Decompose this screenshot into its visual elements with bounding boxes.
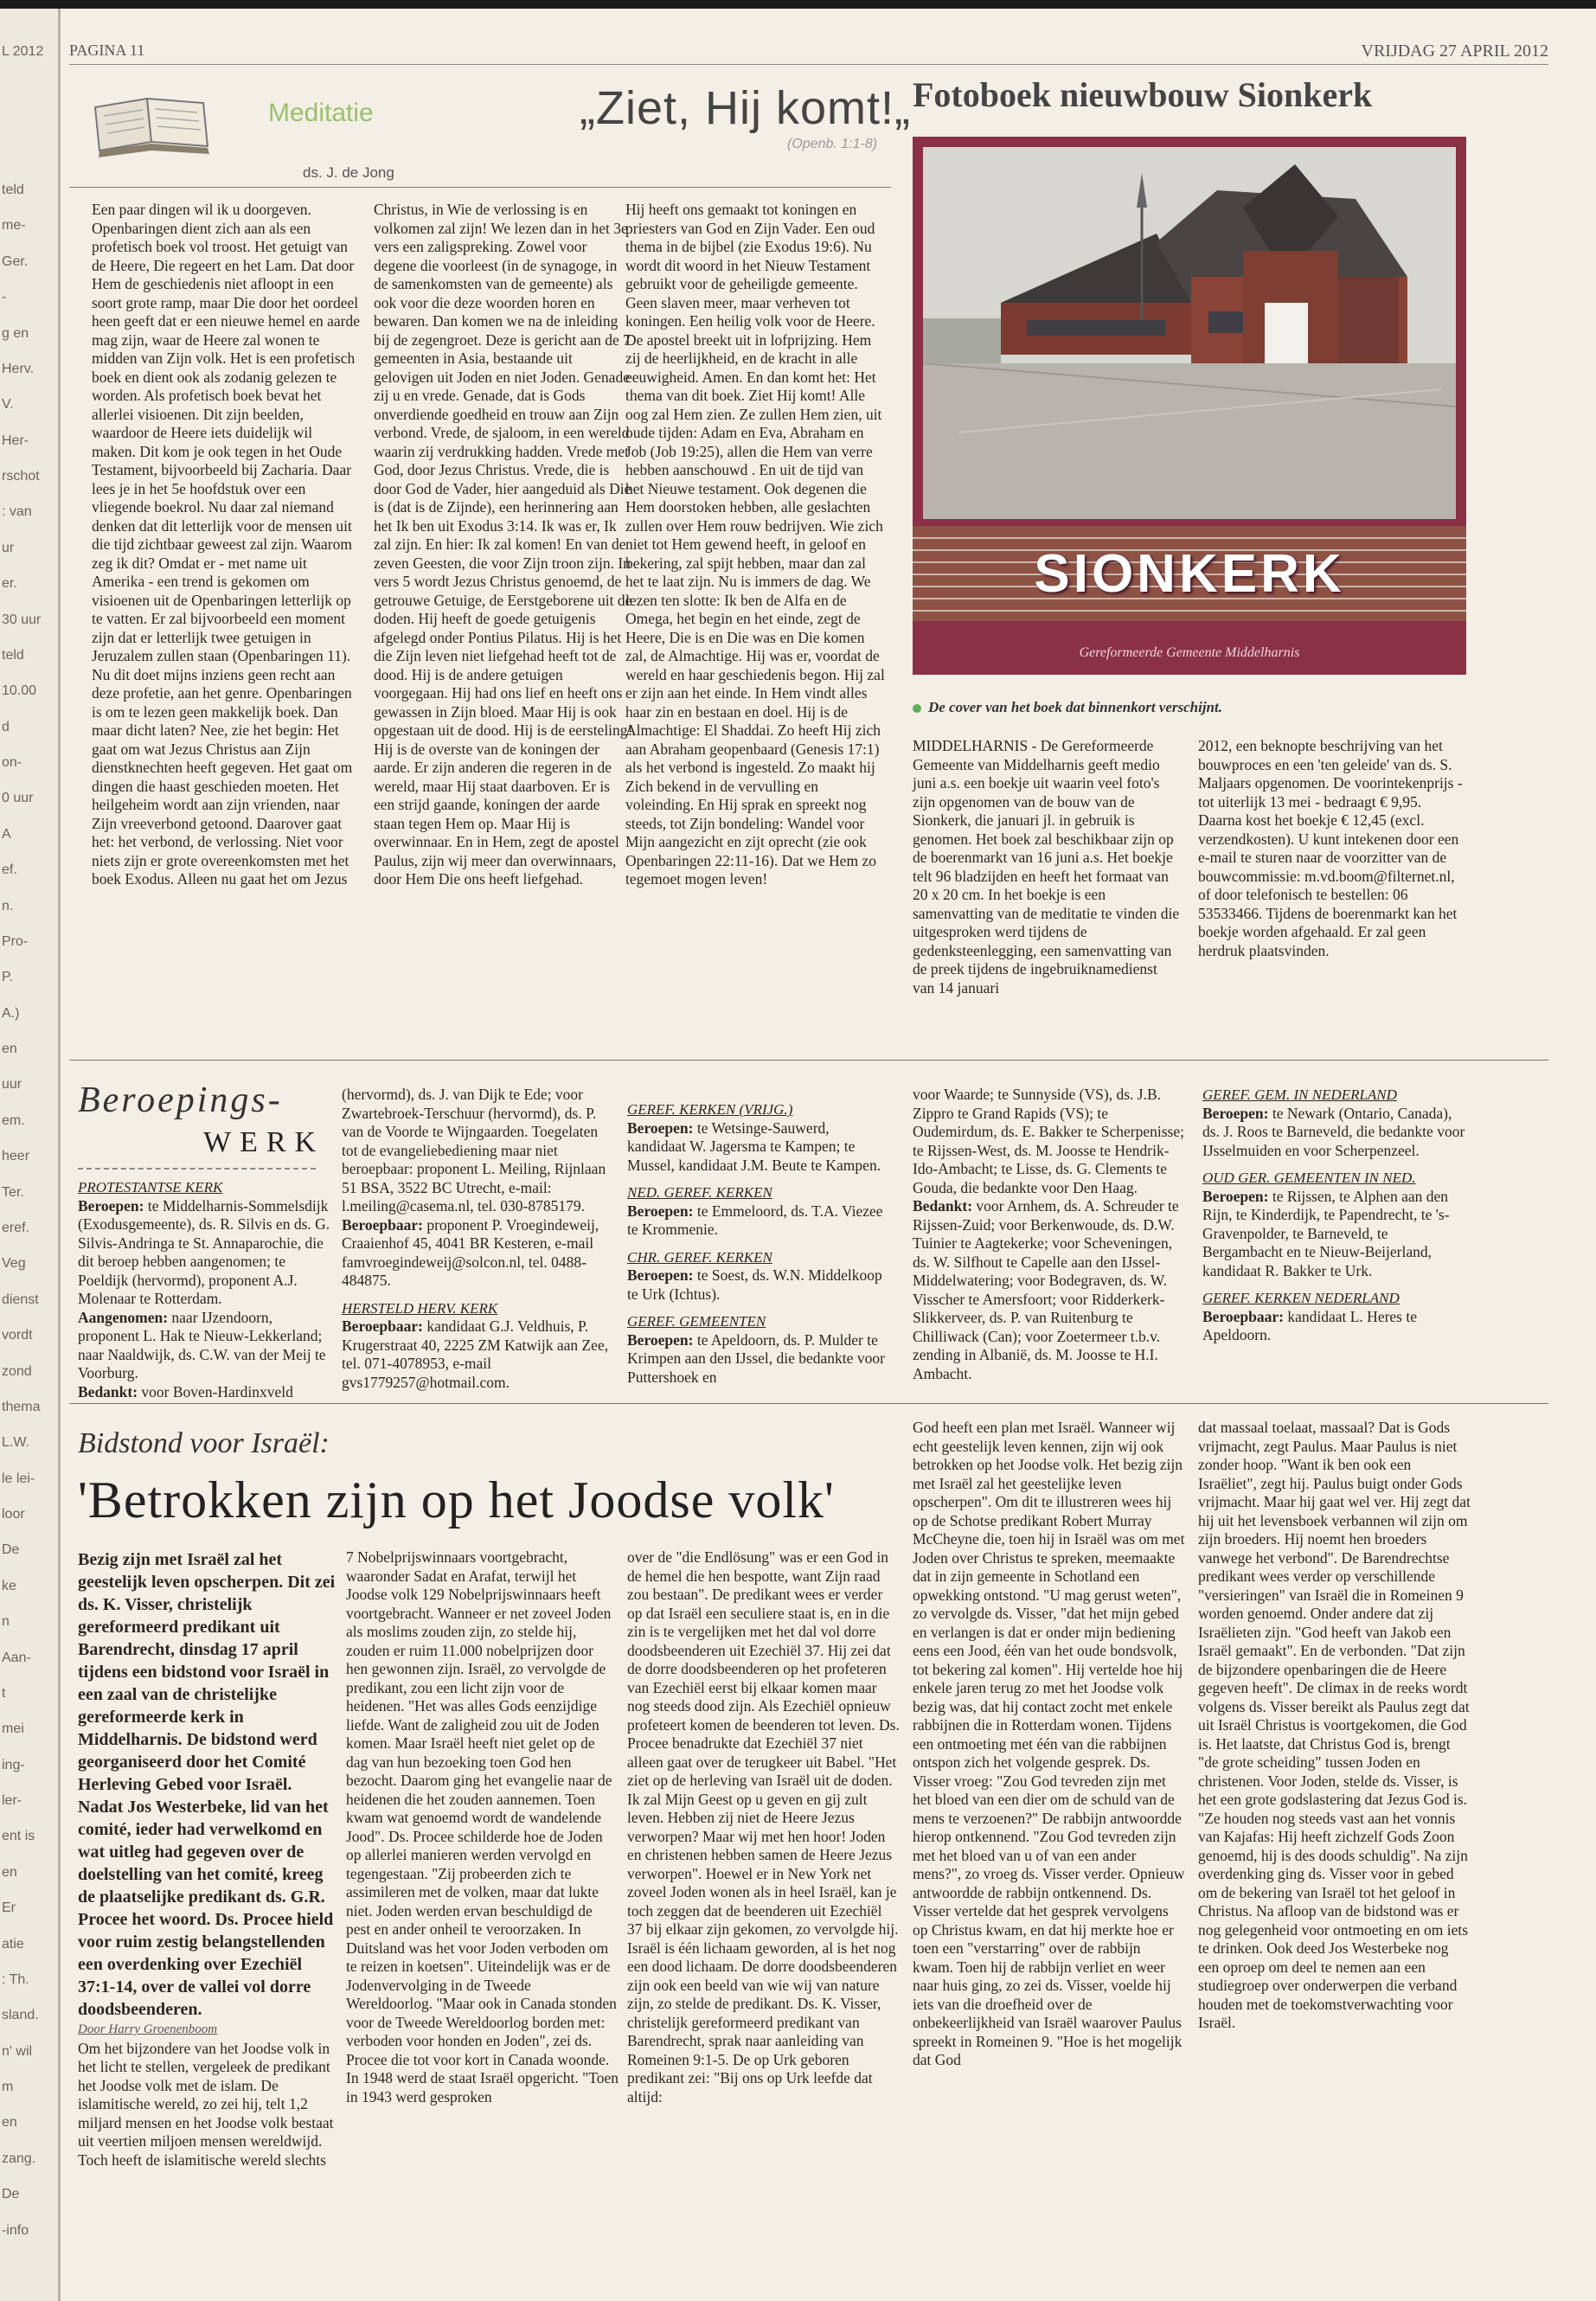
edge-fragment: uur bbox=[2, 1077, 22, 1092]
edge-fragment: P. bbox=[2, 970, 14, 984]
edge-fragment: Er bbox=[2, 1900, 16, 1915]
beroepingswerk-column-2 bbox=[342, 1086, 614, 1392]
edge-fragment: ent is bbox=[2, 1829, 35, 1843]
edge-fragment: en bbox=[2, 2115, 17, 2130]
edge-fragment: vordt bbox=[2, 1328, 33, 1343]
fotoboek-column-1: MIDDELHARNIS - De Gereformeerde Gemeente van Middelharnis geeft medio juni a.s. een boekje uit waarin veel foto's zijn opgenomen van de bouw van de Sionkerk, die januari jl. in gebruik is genomen. Het boek zal beschikbaar zijn op de boerenmarkt van 16 juni a.s. Het boekje telt 96 bladzijden en heeft het formaat van 20 x 20 cm. In het boekje is een samenvatting van de meditatie te vinden die uitgesproken werd tijdens de gedenksteenlegging, een samenvatting van de preek tijdens de ingebruiknamedienst van 14 januari bbox=[913, 737, 1180, 997]
edge-fragment: n' wil bbox=[2, 2044, 33, 2059]
page-date: VRIJDAG 27 APRIL 2012 bbox=[1361, 42, 1548, 61]
church-heading: NED. GEREF. KERKEN bbox=[627, 1184, 772, 1201]
meditatie-column-2: Christus, in Wie de verlossing is en volkomen zal zijn! We lezen dan in het 3e vers een zaligspreking. Zowel voor degene die voorleest (in de synagoge, in de samenkomsten van de gemeente) als ook voor die deze woorden horen en bewaren. Dan komen we na de inleiding bij de zegengroet. Deze is gericht aan de 7 gemeenten in Asia, bestaande uit gelovigen uit Joden en niet Joden. Genade zij u en vrede. Genade, dat is Gods onverdiende goedheid en trouw aan Zijn verbond. Vrede, de sjaloom, in een wereld waarin zij verdrukking hadden. Vrede met God, door Jezus Christus. Vrede, die is door God de Vader, hier aangeduid als Die is (dat is de Zijnde), een herinnering aan het Ik ben uit Exodus 3:14. Ik was er, Ik zal zijn. En hier: Ik zal komen! En van de zeven Geesten, die voor Zijn troon zijn. In vers 5 wordt Jezus Christus genoemd, de getrouwe Getuige, de Eerstgeborene uit de doden. Hij heeft de goede getuigenis afgelegd onder Pontius Pilatus. Hij is het die Zijn leven niet liefgehad heeft tot de dood. Hij is de andere getuigen voorgegaan. Hij had ons lief en heeft ons gewassen in Zijn bloed. Maar Hij is ook opgestaan uit de dood. Hij is de eersteling! Hij is de overste van de koningen der aarde. Er zijn anderen die regeren in de wereld, maar Hij staat daarboven. Er is een strijd gaande, koningen der aarde staan tegen Hem op. Maar Hij is overwinnaar. En in Hem, zegt de apostel Paulus, zijn wij meer dan overwinnaars, door Hem Die ons heeft liefgehad. bbox=[374, 201, 633, 888]
bidstond-kicker: Bidstond voor Israël: bbox=[78, 1427, 330, 1459]
beroepingswerk-entry: Beroepen: te Wetsinge-Sauwerd, kandidaat W. Jagersma te Kampen; te Mussel, kandidaat J.M. Beute te Kampen. bbox=[627, 1118, 881, 1174]
beroepingswerk-entry: Bedankt: voor Arnhem, ds. A. Schreuder te Rijssen-Zuid; voor Berkenwoude, ds. D.W. Tuinier te Aagtekerke; voor Scheveningen, ds. W. Silfhout te Capelle aan den IJssel-Middelwatering; voor Bodegraven, ds. W. Visscher te Amersfoort; voor Ridderkerk-Slikkerveer, ds. P. van Ruitenburg te Chilliwack (Can); voor Zoetermeer t.b.v. zending in Albanië, ds. M. Joosse te H.I. Ambacht. bbox=[913, 1197, 1179, 1382]
bidstond-byline: Door Harry Groenenboom bbox=[78, 2022, 218, 2036]
beroepingswerk-entry: voor Waarde; te Sunnyside (VS), ds. J.B. Zippro te Grand Rapids (VS); te Oudemirdum, ds. E. Bakker te Scherpenisse; te Rijssen-West, ds. M. Joosse te Hendrik-Ido-Ambacht; te Lisse, ds. G. Clements te Gouda, die bedankte voor Den Haag. bbox=[913, 1086, 1184, 1196]
bidstond-lead: Bezig zijn met Israël zal het geestelijk leven opscherpen. Dit zei ds. K. Visser, christelijk gereformeerd predikant uit Barendrecht, dinsdag 17 april tijdens een bidstond voor Israël in een zaal van de christelijke gereformeerde kerk in Middelharnis. De bidstond werd georganiseerd door het Comité Herleving Gebed voor Israël. Nadat Jos Westerbeke, lid van het comité, ieder had verwelkomd en wat uitleg had gegeven over de doelstelling van het comité, kreeg de plaatselijke predikant ds. G.R. Procee het woord. Ds. Procee hield voor ruim zestig belangstellenden een overdenking over Ezechiël 37:1-14, over de vallei vol dorre doodsbeenderen. bbox=[78, 1550, 336, 2019]
bidstond-body: Om het bijzondere van het Joodse volk in het licht te stellen, vergeleek de predikant het Joodse volk met de islam. De islamitische wereld, zo zei hij, telt 1,2 miljard mensen en het Joodse volk bestaat uit veertien miljoen mensen wereldwijd. Toch heeft de islamitische wereld slechts bbox=[78, 2039, 334, 2169]
beroepingswerk-entry: Beroepbaar: proponent P. Vroegindeweij, Craaienhof 45, 4041 BR Kesteren, e-mail famvroegindeweij@solcon.nl, tel. 0488-484875. bbox=[342, 1215, 599, 1289]
edge-fragment: Veg bbox=[2, 1256, 26, 1271]
edge-fragment: ke bbox=[2, 1579, 16, 1593]
bidstond-headline: 'Betrokken zijn op het Joodse volk' bbox=[78, 1471, 835, 1529]
edge-fragment: teld bbox=[2, 648, 24, 663]
edge-fragment: thema bbox=[2, 1400, 41, 1414]
edge-fragment: -info bbox=[2, 2223, 29, 2238]
newspaper-page bbox=[0, 9, 1596, 2301]
meditatie-column-3: Hij heeft ons gemaakt tot koningen en priesters van God en Zijn Vader. Een oud thema in de bijbel (zie Exodus 19:6). Nu wordt dit woord in het Nieuw Testament gebruikt voor de geheiligde gemeente. Geen slaven meer, maar verheven tot koningen. Een heilig volk voor de Heere. De apostel breekt uit in lofprijzing. Hem zij de heerlijkheid, en de kracht in alle eeuwigheid. Amen. En dan komt het: Het thema van dit boek. Ziet Hij komt! Alle oog zal Hem zien. Ze zullen Hem zien, uit oude tijden: Adam en Eva, Abraham en Job (Job 19:25), allen die Hem van verre hebben aanschouwd . En uit de tijd van het Nieuwe testament. Ook degenen die Hem doorstoken hebben, alle geslachten zullen over Hem rouw bedrijven. Wie zich niet tot Hem gewend heeft, in geloof en bekering, zal spijt hebben, maar dan zal het te laat zijn. Nu is immers de dag. We lezen ten slotte: Ik ben de Alfa en de Omega, het begin en het einde, zegt de Heere, Die is en Die was en Die komen zal, de Almachtige. Hij was er, voordat de wereld en haar geschiedenis begon. Hij zal er zijn aan het einde. In Hem vindt alles haar zin en bestaan en doel. Hij is de Almachtige: El Shaddai. Zo heeft Hij zich aan Abraham geopenbaard (Genesis 17:1) als het verbond is ingesteld. Zo maakt hij Zich bekend in de vervulling en voleinding. En Hij sprak en spreekt nog steeds, tot Zijn bondeling: Wandel voor Mijn aangezicht en zijt oprecht (zie ook Openbaringen 22:11-16). Dat we Hem zo tegemoet mogen leven! bbox=[625, 201, 885, 888]
church-heading: GEREF. GEM. IN NEDERLAND bbox=[1202, 1086, 1397, 1103]
beroepingswerk-entry: Beroepbaar: kandidaat L. Heres te Apeldoorn. bbox=[1202, 1307, 1417, 1343]
edge-fragment: ing- bbox=[2, 1758, 25, 1772]
edge-fragment: ef. bbox=[2, 862, 17, 877]
edge-fragment: en bbox=[2, 1865, 17, 1880]
beroepingswerk-title-werk: WERK bbox=[203, 1126, 325, 1158]
church-heading: GEREF. GEMEENTEN bbox=[627, 1313, 766, 1330]
sionkerk-subtitle: Gereformeerde Gemeente Middelharnis bbox=[1079, 645, 1300, 660]
previous-page-edge bbox=[0, 9, 61, 2301]
edge-fragment: zond bbox=[2, 1364, 32, 1379]
edge-fragment: 30 uur bbox=[2, 612, 42, 627]
bidstond-column-1 bbox=[78, 1548, 337, 2170]
edge-fragment: Aan- bbox=[2, 1650, 31, 1665]
bullet-icon bbox=[913, 704, 921, 713]
church-heading: HERSTELD HERV. KERK bbox=[342, 1299, 498, 1317]
church-heading: GEREF. KERKEN NEDERLAND bbox=[1202, 1290, 1400, 1306]
bidstond-column-3: over de "die Endlösung" was er een God in de hemel die hen bespotte, want Zijn raad zou bestaan". De predikant wees er verder op dat Israël een seculiere staat is, en in die zin is te vergelijken met het dal vol dorre doodsbeenderen uit Ezechiël 37. Hij zei dat de dorre doodsbeenderen op het profeteren van Ezechiël eerst bij elkaar komen maar nog steeds dood zijn. Als Ezechiël opnieuw profeteert komen de beenderen tot leven. Ds. Procee benadrukte dat Ezechiël 37 niet alleen gaat over de terugkeer uit Babel. "Het ziet op de herleving van Israël uit de doden. Ik zal Mijn Geest op u geven en gij zult leven. Hebben zij niet de Heere Jezus verworpen? Maar wij met hen hoor! Joden en christenen hebben samen de Heere Jezus verworpen". Hoewel er in New York net zoveel Joden wonen als in heel Israël, kan je toch zeggen dat de beenderen uit Ezechiël 37 bij elkaar zijn gekomen, zo vervolgde hij. Israël is één lichaam geworden, al is het nog een dood lichaam. De dorre doodsbeenderen zijn ook een beeld van wie wij van nature zijn, zo stelde de predikant. Ds. K. Visser, christelijk gereformeerd predikant van Barendrecht, sprak naar aanleiding van Romeinen 9:1-5. De op Urk geboren predikant zei: "Bij ons op Urk leefde dat altijd: bbox=[627, 1548, 900, 2106]
meditatie-column-1: Een paar dingen wil ik u doorgeven. Openbaringen dient zich aan als een profetisch boek vol troost. Het getuigt van de Heere, Die regeert en het Lam. Dat door Hem de geschiedenis niet afloopt in een soort grote ramp, maar Die door het oordeel heen geeft dat er een nieuwe hemel en aarde mag zijn, waar de Heere zal wonen te midden van Zijn volk. Het is een profetisch boek en dient ook als zodanig gelezen te worden. Als profetisch boek bevat het allerlei visioenen. Dit zijn beelden, waardoor de Heere iets duidelijk wil maken. Dit kom je ook tegen in het Oude Testament, bijvoorbeeld bij Zacharia. Daar lees je in het 5e hoofdstuk over een vliegende boekrol. Nu daar zal niemand denken dat dit letterlijk voor de mensen uit die tijd zichtbaar geweest zal zijn. Waarom zeg ik dit? Omdat er - met name uit Amerika - een trend is gekomen om visioenen uit de Openbaringen letterlijk op te vatten. Er zal bijvoorbeeld een moment zijn dat er letterlijk twee getuigen in Jeruzalem zullen staan (Openbaringen 11). Nu dit doet mijns inziens geen recht aan deze profetie, aan het genre. Openbaringen is om te lezen geen makkelijk boek. Dan maar dicht laten? Nee, zie het begin: Het gaat om wat Jezus Christus aan Zijn dienstknechten heeft gegeven. Het gaat om dingen die haast geschieden moeten. Het heilgeheim wordt aan zijn vrienden, naar Zijn vreeverbond getoond. Daarover gaat het: het verbond, de verlossing. Niet voor niets zijn er grote overeenkomsten met het boek Exodus. Alleen nu gaat het om Jezus bbox=[92, 201, 360, 888]
beroepingswerk-column-3 bbox=[627, 1100, 887, 1387]
bidstond-column-5: dat massaal toelaat, massaal? Dat is Gods vrijmacht, zegt Paulus. Maar Paulus is niet zonder hoop. "Want ik ben ook een Israëliet", zegt hij. Paulus buigt onder Gods vrijmacht. Maar hij gaat wel ver. Hij zegt dat hij uit het levensboek verbannen wil zijn om zijn broeders. Hij noemt hen broeders vanwege het verbond". De Barendrechtse predikant wees verder op verschillende "versieringen" van Israël die in Romeinen 9 worden genoemd. Onder andere dat zij Israëlieten zijn. "God heeft van Jakob een Israël gemaakt". En de verbonden. "Dat zijn de bijzondere openbaringen die de Heere gegeven heeft". De climax in de reeks wordt volgens ds. Visser bereikt als Paulus zegt dat uit Israël Christus is voortgekomen, die God is. Het laatste, dat Christus God is, brengt "de grote scheiding" tussen Joden en christenen. Voor Joden, stelde ds. Visser, is het een grote godslastering dat Jezus God is. "Ze houden nog steeds vast aan het vonnis van Kajafas: Hij heeft zichzelf Gods Zoon genoemd, hij is des doods schuldig". Na zijn overdenking ging ds. Visser voor in gebed om de bekering van Israël tot het geloof in Christus. Na afloop van de bidstond was er nog gelegenheid voor ontmoeting en om iets te drinken. Ook deed Jos Westerbeke nog een oproep om deel te nemen aan een studiegroep over onderwerpen die verband houden met de toekomstverwachting voor Israël. bbox=[1198, 1419, 1471, 2031]
photo-caption-text: De cover van het boek dat binnenkort verschijnt. bbox=[928, 699, 1222, 715]
meditatie-reference: (Openb. 1:1-8) bbox=[787, 137, 878, 151]
church-heading: PROTESTANTSE KERK bbox=[78, 1179, 223, 1195]
header-rule bbox=[69, 64, 1548, 65]
edge-fragment: ler- bbox=[2, 1793, 22, 1808]
beroepingswerk-column-4 bbox=[913, 1086, 1185, 1383]
fotoboek-title: Fotoboek nieuwbouw Sionkerk bbox=[913, 75, 1373, 114]
photo-caption bbox=[913, 699, 1222, 716]
edge-fragment: t bbox=[2, 1686, 6, 1701]
page-number: PAGINA 11 bbox=[69, 42, 145, 59]
meditatie-rule bbox=[69, 187, 891, 188]
edge-fragment: 0 uur bbox=[2, 791, 34, 805]
edge-fragment: De bbox=[2, 1542, 20, 1557]
beroepingswerk-entry: Aangenomen: naar IJzendoorn, proponent L. Hak te Nieuw-Lekkerland; naar Naaldwijk, ds. C.W. van der Meij te Voorburg. bbox=[78, 1308, 326, 1381]
edge-fragment: n bbox=[2, 1614, 10, 1629]
edge-fragment: Ter. bbox=[2, 1185, 24, 1200]
edge-fragment: De bbox=[2, 2187, 20, 2202]
church-heading: OUD GER. GEMEENTEN IN NED. bbox=[1202, 1170, 1416, 1186]
edge-fragment: - bbox=[2, 290, 7, 304]
edge-fragment: g en bbox=[2, 326, 29, 341]
meditatie-author: ds. J. de Jong bbox=[303, 164, 394, 181]
edge-fragment: Pro- bbox=[2, 934, 29, 949]
edge-year: L 2012 bbox=[2, 44, 44, 59]
bidstond-column-2: 7 Nobelprijswinnaars voortgebracht, waaronder Sadat en Arafat, terwijl het Joodse volk 129 Nobelprijswinnaars heeft voortgebracht. Wanneer er net zoveel Joden als moslims zouden zijn, zo stelde hij, zouden er ruim 11.000 nobelprijzen door hen gewonnen zijn. Israël, zo vervolgde de predikant, zou een licht zijn voor de heidenen. "Het was alles Gods eenzijdige liefde. Want de zaligheid zou uit de Joden komen. Maar Israël heeft niet gelet op de dag van hun bezoeking toen God hen bezocht. Daarom ging het evangelie naar de heidenen die het zouden aannemen. Toen kwam wat genoemd wordt de wandelende Jood". Ds. Procee schilderde hoe de Joden op allerlei manieren werden vervolgd en tegengestaan. "Zij probeerden zich te assimileren met de volken, maar dat lukte niet. Joden werden ervan beschuldigd de pest en ander onheil te veroorzaken. In Duitsland was het voor Joden verboden om te reizen in koetsen". Uiteindelijk was er de Jodenvervolging in de Tweede Wereldoorlog. "Maar ook in Canada stonden voor de Tweede Wereldoorlog borden met: verboden voor honden en Joden", zei ds. Procee die tot voor kort in Canada woonde. In 1948 werd de staat Israël opgericht. "Toen in 1943 werd gesproken bbox=[346, 1548, 619, 2106]
bidstond-column-4: God heeft een plan met Israël. Wanneer wij echt geestelijk leven kennen, zijn wij ook betrokken op het Joodse volk. Het bezig zijn met Israël zal het geestelijke leven opscherpen". Om dit te illustreren wees hij op de Schotse predikant Robert Murray McCheyne die, toen hij in Israël was om met Joden over Christus te spreken, meemaakte dat in zijn gemeente in Schotland een opwekking ontstond. "U mag gerust weten", zo vervolgde ds. Visser, "dat het mijn gebed en verlangen is dat er onder mijn bediening eens een Jood, één van het oude bondsvolk, tot bekering zal komen". Hij vertelde hoe hij enkele jaren terug zo met het Joodse volk bezig was, dat hij contact zocht met enkele rabbijnen die in Rotterdam wonen. Tijdens een ontmoeting met één van die rabbijnen ontspon zich het volgende gesprek. Ds. Visser vroeg: "Zou God tevreden zijn met het bloed van een dier om de schuld van de mens te verzoenen?" De rabbijn antwoordde hierop ontkennend. "Zou God tevreden zijn met het bloed van u of van een ander mens?", zo vroeg ds. Visser verder. Opnieuw antwoordde de rabbijn ontkennend. Ds. Visser vertelde dat het gesprek vervolgens op Christus kwam, en dat hij merkte hoe er toen een "verstarring" over de rabbijn kwam. Toen hij de rabbijn verliet en weer naar huis ging, zo zei ds. Visser, voelde hij iets van die droefheid over de onbekeerlijkheid van Israël waarover Paulus spreekt in Romeinen 9. "Hoe is het mogelijk dat God bbox=[913, 1419, 1185, 2068]
edge-fragment: eref. bbox=[2, 1221, 30, 1235]
open-book-icon bbox=[87, 81, 216, 159]
edge-fragment: on- bbox=[2, 755, 22, 770]
edge-fragment: rschot bbox=[2, 469, 40, 484]
section-rule bbox=[69, 1060, 1548, 1061]
edge-fragment: A bbox=[2, 827, 11, 842]
beroepingswerk-entry: Beroepen: te Middelharnis-Sommelsdijk (Exodusgemeente), ds. R. Silvis en ds. G. Silvis-Andringa te St. Annaparochie, die dit beroep hebben aangenomen; te Poeldijk (hervormd), proponent A.J. Molenaar te Rotterdam. bbox=[78, 1196, 330, 1307]
church-illustration bbox=[923, 147, 1456, 519]
meditatie-title: „Ziet, Hij komt!„ bbox=[580, 82, 912, 134]
church-photo bbox=[923, 147, 1456, 519]
edge-fragment: Her- bbox=[2, 433, 29, 448]
sionkerk-wordmark: SIONKERK bbox=[1034, 544, 1345, 604]
fotoboek-column-2: 2012, een beknopte beschrijving van het bouwproces en een 'ten geleide' van ds. S. Maljaars opgenomen. De voorintekenprijs - tot uiterlijk 13 mei - bedraagt € 9,95. Daarna kost het boekje € 12,45 (excl. verzendkosten). U kunt intekenen door een e-mail te sturen naar de voorzitter van de bouwcommissie: m.vd.boom@filternet.nl, of door telefonisch te bestellen: 06 53533466. Tijdens de boerenmarkt kan het boekje worden afgehaald. Er zal geen herdruk plaatsvinden. bbox=[1198, 737, 1463, 959]
beroepingswerk-title: Beroepings- bbox=[78, 1080, 283, 1120]
edge-fragment: le lei- bbox=[2, 1471, 35, 1486]
edge-fragment: A.) bbox=[2, 1006, 20, 1021]
beroepingswerk-entry: Beroepen: te Apeldoorn, ds. P. Mulder te Krimpen aan den IJssel, die bedankte voor Puttershoek en bbox=[627, 1330, 885, 1386]
edge-fragment: dienst bbox=[2, 1292, 39, 1307]
edge-fragment: sland. bbox=[2, 2008, 39, 2022]
edge-fragment: Ger. bbox=[2, 254, 29, 269]
edge-fragment: : Th. bbox=[2, 1972, 29, 1987]
edge-fragment: em. bbox=[2, 1113, 25, 1128]
edge-fragment: loor bbox=[2, 1507, 25, 1522]
edge-fragment: mei bbox=[2, 1721, 24, 1736]
edge-fragment: V. bbox=[2, 397, 14, 412]
edge-fragment: n. bbox=[2, 899, 14, 913]
sionkerk-cover-photo bbox=[913, 137, 1466, 675]
beroepingswerk-entry: Beroepen: te Soest, ds. W.N. Middelkoop te Urk (Ichtus). bbox=[627, 1266, 882, 1303]
edge-fragment: me- bbox=[2, 218, 26, 233]
church-heading: GEREF. KERKEN (VRIJG.) bbox=[627, 1101, 793, 1118]
edge-fragment: er. bbox=[2, 576, 17, 591]
edge-fragment: ur bbox=[2, 541, 15, 555]
edge-fragment: : van bbox=[2, 504, 32, 519]
edge-fragment: teld bbox=[2, 183, 24, 197]
edge-fragment: L.W. bbox=[2, 1435, 30, 1450]
beroepingswerk-entry: Beroepbaar: kandidaat G.J. Veldhuis, P. Krugerstraat 40, 2225 ZM Katwijk aan Zee, tel. 071-4078953, e-mail gvs1779257@hotmail.com. bbox=[342, 1317, 609, 1391]
edge-fragment: 10.00 bbox=[2, 683, 37, 698]
beroepingswerk-entry: Beroepen: te Rijssen, te Alphen aan den Rijn, te Kinderdijk, te Papendrecht, te 's-Gravenpolder, te Barneveld, te Bergambacht en te Nieuw-Beijerland, kandidaat R. Bakker te Urk. bbox=[1202, 1187, 1450, 1279]
edge-fragment: en bbox=[2, 1042, 17, 1056]
section-rule bbox=[69, 1403, 1548, 1404]
beroepingswerk-entry: (hervormd), ds. J. van Dijk te Ede; voor Zwartebroek-Terschuur (hervormd), ds. P. van de Voorde te Wijngaarden. Toegelaten tot de evangeliebediening maar niet beroepbaar: proponent L. Meiling, Rijnlaan 51 BSA, 3522 BC Utrecht, e-mail: l.meiling@casema.nl, tel. 030-8785179. bbox=[342, 1086, 606, 1215]
beroepingswerk-entry: Beroepen: te Newark (Ontario, Canada), ds. J. Roos te Barneveld, die bedankte voor IJsselmuiden en voor Scherpenzeel. bbox=[1202, 1104, 1465, 1159]
page-main bbox=[69, 9, 1574, 2301]
edge-fragment: m bbox=[2, 2080, 14, 2094]
beroepingswerk-entry: Beroepen: te Emmeloord, ds. T.A. Viezee te Krommenie. bbox=[627, 1202, 883, 1238]
edge-fragment: Herv. bbox=[2, 362, 35, 376]
beroepingswerk-column-1 bbox=[78, 1178, 337, 1401]
edge-fragment: d bbox=[2, 720, 10, 734]
edge-fragment: atie bbox=[2, 1937, 24, 1952]
meditatie-label: Meditatie bbox=[268, 99, 374, 127]
beroepingswerk-entry: Bedankt: voor Boven-Hardinxveld bbox=[78, 1382, 293, 1400]
beroepingswerk-column-5 bbox=[1202, 1086, 1471, 1345]
beroepingswerk-rule bbox=[78, 1168, 316, 1170]
church-heading: CHR. GEREF. KERKEN bbox=[627, 1248, 772, 1266]
edge-fragment: heer bbox=[2, 1149, 30, 1163]
edge-fragment: zang. bbox=[2, 2151, 36, 2166]
